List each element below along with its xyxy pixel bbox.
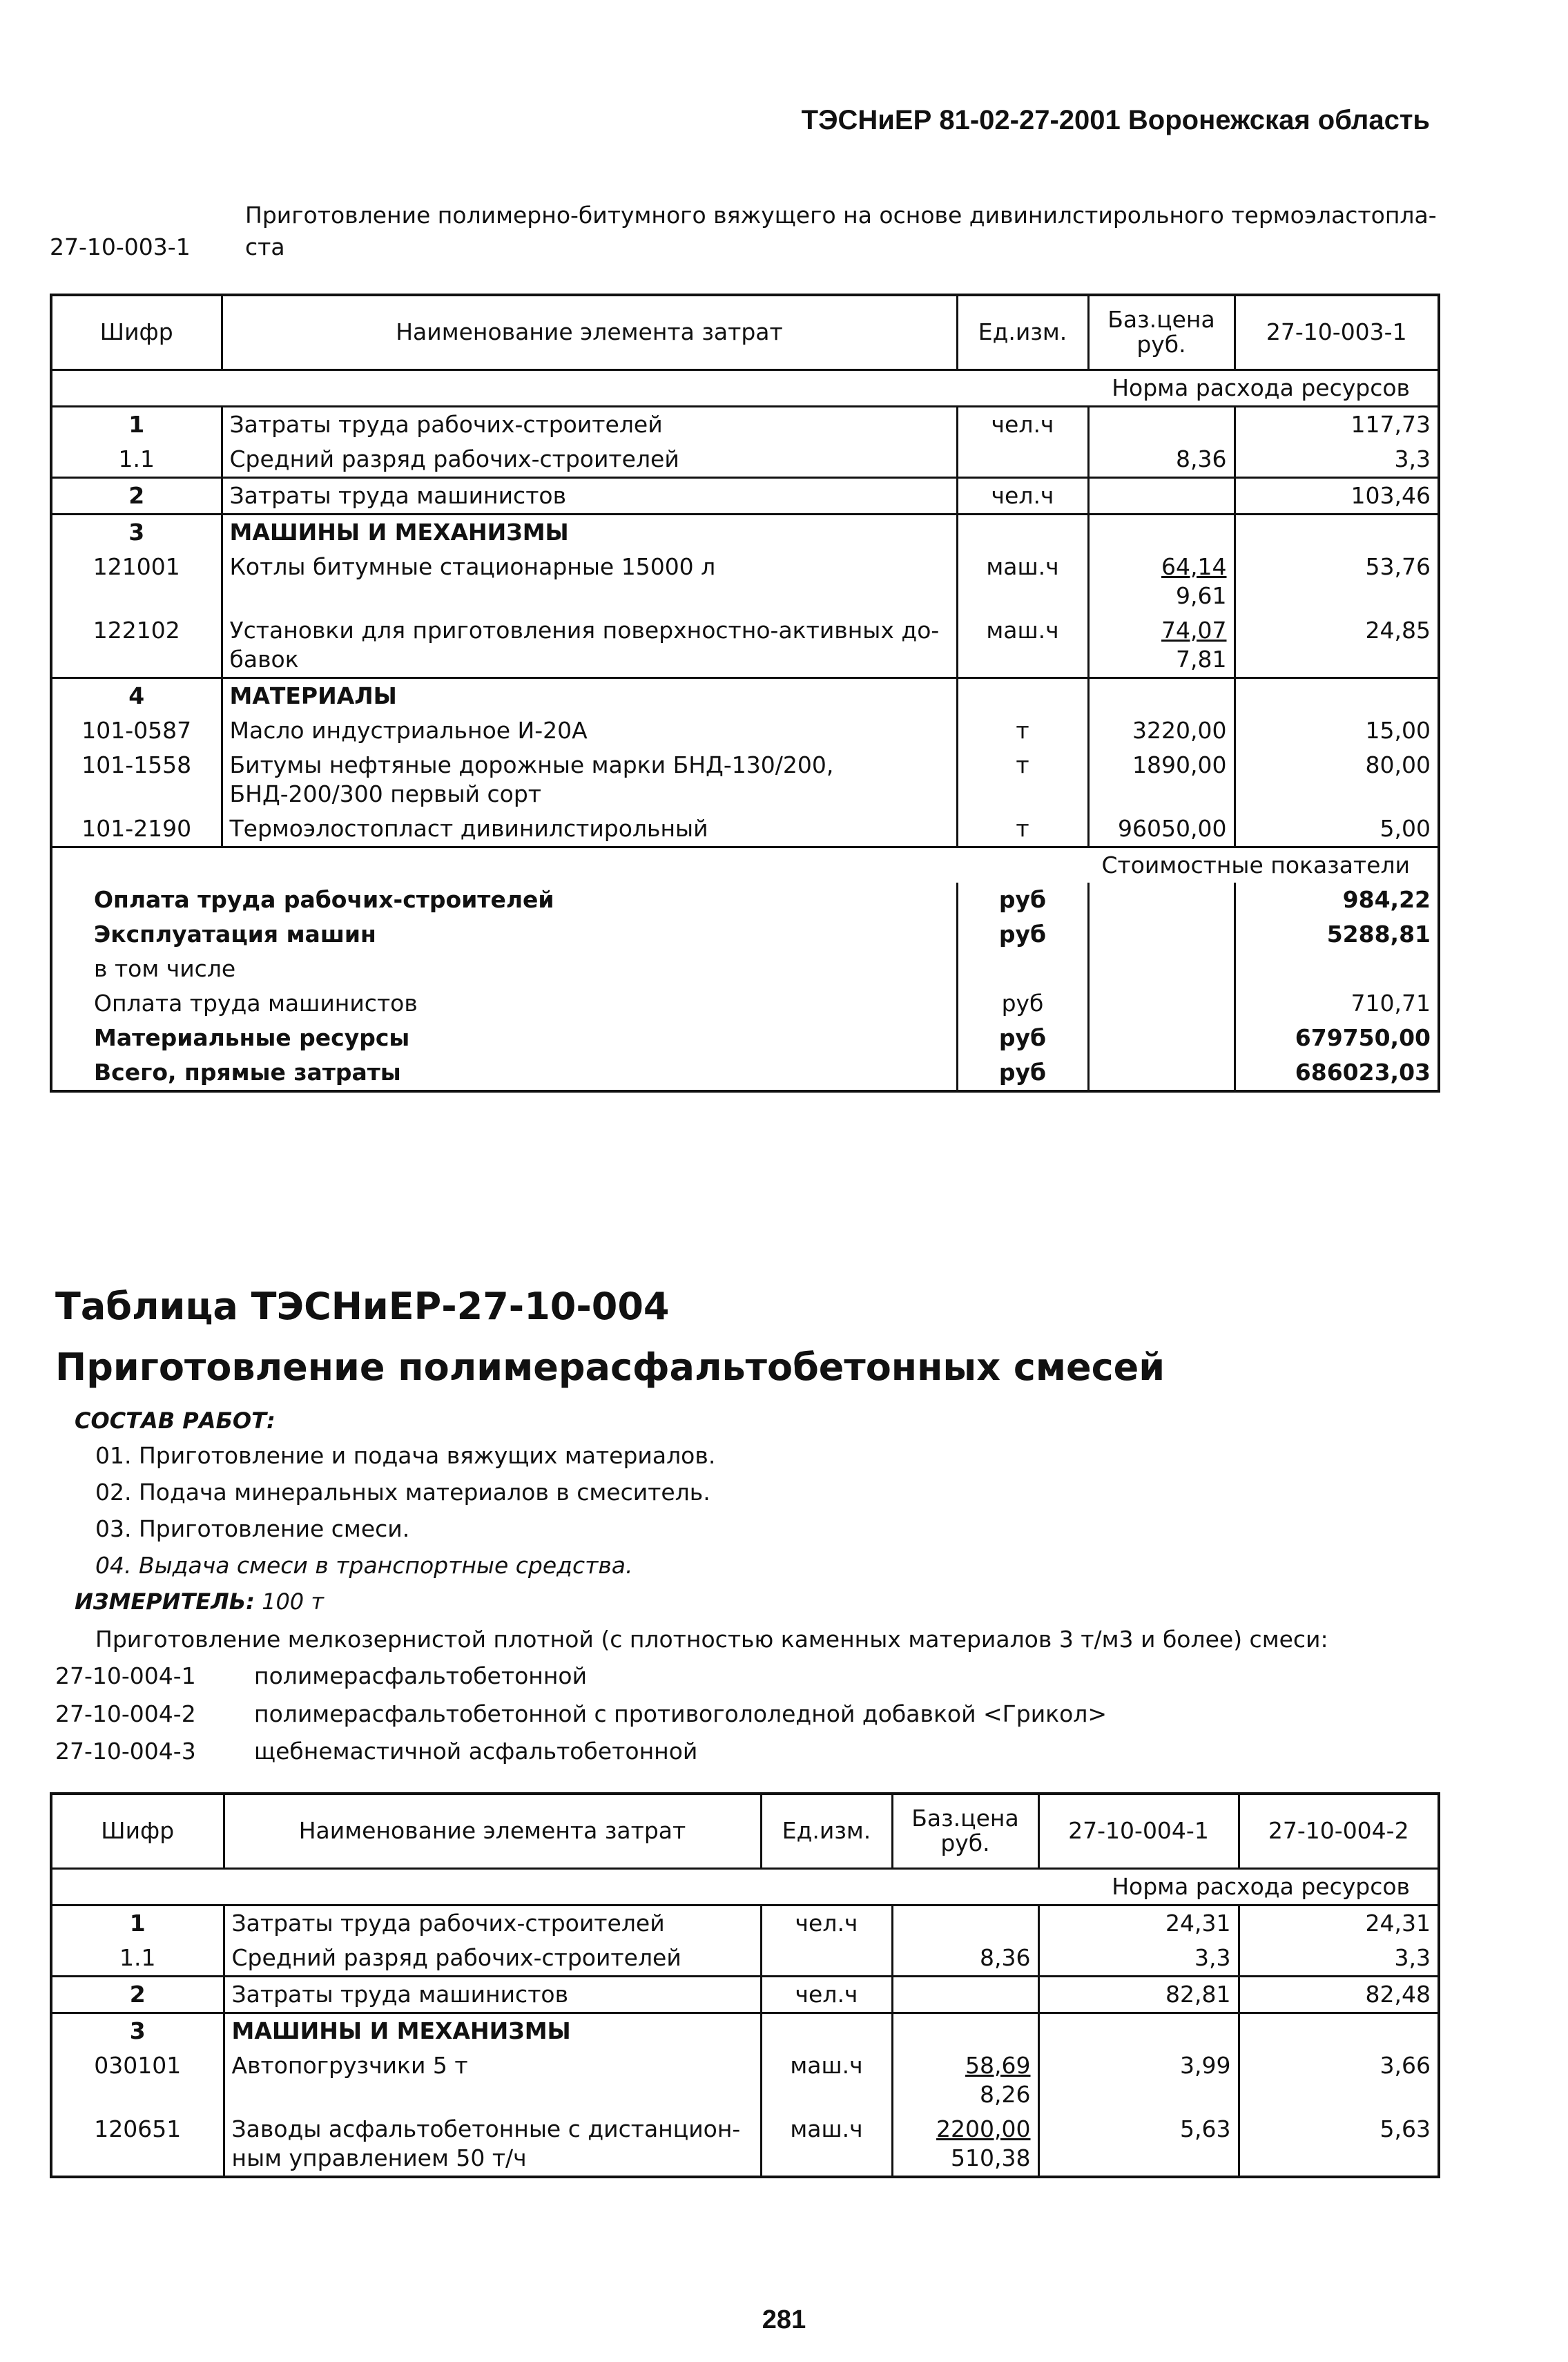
table-row (51, 514, 1439, 550)
table-title: Таблица ТЭСНиЕР-27-10-004 (55, 1285, 670, 1328)
resource-table-2 (50, 1792, 1440, 2178)
table-row (51, 713, 1439, 748)
page-header: ТЭСНиЕР 81-02-27-2001 Воронежская область (801, 105, 1430, 135)
col-price-header: Баз.цена руб. (892, 1794, 1038, 1868)
table-row (51, 1976, 1439, 2013)
table-row (51, 812, 1439, 847)
total-unit: руб (957, 883, 1088, 917)
row-name: Затраты труда рабочих-строителей (222, 406, 957, 442)
col-unit-header: Ед.изм. (957, 295, 1088, 369)
col-code-header: Шифр (101, 1817, 175, 1845)
col-norm-header: 27-10-003-1 (1235, 295, 1439, 369)
total-row (51, 1055, 1439, 1091)
row-value (1235, 514, 1439, 550)
total-value: 5288,81 (1235, 917, 1439, 952)
row-code: 2 (129, 1980, 146, 2008)
row-name: Битумы нефтяные дорожные марки БНД-130/200, БНД-200/300 первый сорт (222, 748, 957, 812)
row-code: 1 (128, 410, 145, 438)
norm-label: Норма расхода ресурсов (1112, 1872, 1410, 1900)
total-name: Оплата труда рабочих-строителей (94, 885, 554, 913)
row-unit (957, 514, 1088, 550)
table-row (51, 2013, 1439, 2048)
row-price (1088, 442, 1235, 478)
row-price (892, 1905, 1038, 1941)
row-name: МАШИНЫ И МЕХАНИЗМЫ (224, 2013, 761, 2048)
row-name: Затраты труда машинистов (222, 477, 957, 514)
table-row (51, 2112, 1439, 2177)
row-price (892, 1941, 1038, 1977)
row-value-2: 82,48 (1239, 1976, 1439, 2013)
item-code: 27-10-004-3 (55, 1738, 196, 1765)
row-value-1 (1038, 2013, 1239, 2048)
row-value: 15,00 (1235, 713, 1439, 748)
total-price (1088, 917, 1235, 952)
row-unit: чел.ч (957, 406, 1088, 442)
col-name-header: Наименование элемента затрат (224, 1794, 761, 1868)
price-machinist-value: 7,81 (1176, 645, 1227, 673)
row-price (1088, 678, 1235, 713)
row-code: 1.1 (119, 1943, 156, 1971)
row-value: 24,85 (1235, 613, 1439, 678)
row-value (1235, 678, 1439, 713)
table-row (51, 477, 1439, 514)
row-price (1088, 748, 1235, 812)
row-unit: маш.ч (957, 550, 1088, 613)
row-code: 2 (128, 481, 145, 509)
row-name: Котлы битумные стационарные 15000 л (222, 550, 957, 613)
row-name: Термоэлостопласт дивинилстирольный (222, 812, 957, 847)
row-value-1: 3,99 (1038, 2048, 1239, 2112)
section-title-line1: Приготовление полимерно-битумного вяжущего на основе дивинилстирольного термоэластопла- (245, 202, 1437, 229)
item-name: полимерасфальтобетонной с противогололедной добавкой <Грикол> (254, 1700, 1107, 1727)
col-name-header: Наименование элемента затрат (222, 295, 957, 369)
row-unit (761, 1941, 892, 1977)
work-item: 03. Приготовление смеси. (95, 1515, 410, 1542)
table-row (51, 748, 1439, 812)
row-code: 101-1558 (81, 751, 192, 778)
price-value: 3220,00 (1132, 716, 1227, 744)
work-item: 01. Приготовление и подача вяжущих материалов. (95, 1442, 716, 1469)
item-code: 27-10-004-2 (55, 1700, 196, 1727)
total-unit: руб (957, 1055, 1088, 1091)
section-code: 27-10-003-1 (50, 233, 191, 260)
total-price (1088, 1055, 1235, 1091)
table-subtitle: Приготовление полимерасфальтобетонных смесей (55, 1345, 1165, 1389)
row-value: 3,3 (1235, 442, 1439, 478)
total-unit: руб (957, 986, 1088, 1021)
total-price (1088, 952, 1235, 986)
col-unit-header: Ед.изм. (761, 1794, 892, 1868)
row-price (1088, 713, 1235, 748)
row-value-2: 3,66 (1239, 2048, 1439, 2112)
item-code: 27-10-004-1 (55, 1662, 196, 1689)
row-price (892, 2048, 1038, 2112)
total-name: Эксплуатация машин (94, 920, 376, 948)
price-value: 1890,00 (1132, 751, 1227, 778)
total-price (1088, 986, 1235, 1021)
row-price (892, 2112, 1038, 2177)
table-row (51, 442, 1439, 478)
row-name: МАШИНЫ И МЕХАНИЗМЫ (222, 514, 957, 550)
row-value-1: 3,3 (1038, 1941, 1239, 1977)
row-code: 122102 (93, 616, 180, 644)
price-value: 2200,00 (936, 2115, 1031, 2142)
price-machinist-value: 510,38 (951, 2144, 1031, 2171)
table-row (51, 678, 1439, 713)
row-price (1088, 613, 1235, 678)
total-value: 984,22 (1235, 883, 1439, 917)
row-price (892, 1976, 1038, 2013)
row-code: 1.1 (118, 445, 155, 472)
norm-label: Норма расхода ресурсов (1112, 374, 1410, 401)
row-code: 1 (129, 1909, 146, 1937)
row-unit: чел.ч (957, 477, 1088, 514)
item-name: полимерасфальтобетонной (254, 1662, 588, 1689)
row-code: 3 (128, 518, 145, 546)
table-row (51, 406, 1439, 442)
meter-line (75, 1588, 324, 1615)
price-machinist-value: 9,61 (1176, 582, 1227, 609)
row-value-2: 3,3 (1239, 1941, 1439, 1977)
work-item: 04. Выдача смеси в транспортные средства. (95, 1552, 633, 1579)
row-name: Затраты труда машинистов (224, 1976, 761, 2013)
row-unit: маш.ч (761, 2112, 892, 2177)
row-unit: маш.ч (957, 613, 1088, 678)
row-code: 101-0587 (81, 716, 192, 744)
row-value-2: 5,63 (1239, 2112, 1439, 2177)
total-row (51, 1021, 1439, 1055)
price-value: 8,36 (980, 1943, 1031, 1971)
table-row (51, 2048, 1439, 2112)
price-value: 64,14 (1161, 553, 1227, 580)
row-name: Средний разряд рабочих-строителей (224, 1941, 761, 1977)
work-item: 02. Подача минеральных материалов в смеситель. (95, 1479, 710, 1506)
total-row (51, 952, 1439, 986)
row-code: 030101 (94, 2051, 182, 2079)
row-unit: маш.ч (761, 2048, 892, 2112)
resource-table-1 (50, 294, 1440, 1093)
total-value: 686023,03 (1235, 1055, 1439, 1091)
col-code-header: Шифр (99, 318, 173, 346)
row-value: 53,76 (1235, 550, 1439, 613)
row-value: 103,46 (1235, 477, 1439, 514)
row-name: Установки для приготовления поверхностно-активных до-бавок (222, 613, 957, 678)
row-name: Автопогрузчики 5 т (224, 2048, 761, 2112)
row-name: Затраты труда рабочих-строителей (224, 1905, 761, 1941)
row-price (1088, 812, 1235, 847)
col-price-header: Баз.цена руб. (1088, 295, 1235, 369)
total-value: 710,71 (1235, 986, 1439, 1021)
row-unit: т (957, 812, 1088, 847)
row-unit: т (957, 748, 1088, 812)
row-unit: чел.ч (761, 1976, 892, 2013)
total-price (1088, 1021, 1235, 1055)
total-row (51, 917, 1439, 952)
price-value: 58,69 (965, 2051, 1031, 2079)
total-name: Всего, прямые затраты (94, 1058, 401, 1086)
total-value: 679750,00 (1235, 1021, 1439, 1055)
row-value: 117,73 (1235, 406, 1439, 442)
row-value: 80,00 (1235, 748, 1439, 812)
price-machinist-value: 8,26 (980, 2080, 1031, 2108)
row-price (892, 2013, 1038, 2048)
table-row (51, 613, 1439, 678)
total-name: Материальные ресурсы (94, 1024, 410, 1051)
row-code: 101-2190 (81, 814, 192, 842)
cost-label: Стоимостные показатели (1101, 851, 1410, 878)
row-code: 4 (128, 682, 145, 709)
row-unit (761, 2013, 892, 2048)
total-unit: руб (957, 1021, 1088, 1055)
row-price (1088, 406, 1235, 442)
table-row (51, 1905, 1439, 1941)
row-name: Масло индустриальное И-20А (222, 713, 957, 748)
page-number: 281 (762, 2305, 806, 2334)
row-name: Заводы асфальтобетонные с дистанцион-ным управлением 50 т/ч (224, 2112, 761, 2177)
row-unit (957, 678, 1088, 713)
row-price (1088, 514, 1235, 550)
price-value: 8,36 (1176, 445, 1227, 472)
col-norm2-header: 27-10-004-2 (1239, 1794, 1439, 1868)
total-unit: руб (957, 917, 1088, 952)
total-name: Оплата труда машинистов (94, 989, 418, 1017)
row-value-2 (1239, 2013, 1439, 2048)
row-code: 3 (129, 2017, 146, 2044)
works-label: СОСТАВ РАБОТ: (75, 1408, 275, 1434)
col-norm1-header: 27-10-004-1 (1038, 1794, 1239, 1868)
row-unit: чел.ч (761, 1905, 892, 1941)
item-name: щебнемастичной асфальтобетонной (254, 1738, 698, 1765)
table-row (51, 1941, 1439, 1977)
meter-value: 100 т (262, 1588, 324, 1615)
section-title-line2: ста (245, 233, 285, 260)
total-unit (957, 952, 1088, 986)
total-name: в том числе (94, 954, 236, 982)
row-code: 120651 (94, 2115, 182, 2142)
total-row (51, 883, 1439, 917)
row-name: МАТЕРИАЛЫ (222, 678, 957, 713)
mix-description: Приготовление мелкозернистой плотной (с плотностью каменных материалов 3 т/м3 и более) смеси: (95, 1626, 1328, 1653)
meter-label: ИЗМЕРИТЕЛЬ: (75, 1588, 255, 1615)
total-value (1235, 952, 1439, 986)
row-unit: т (957, 713, 1088, 748)
price-value: 74,07 (1161, 616, 1227, 644)
price-value: 96050,00 (1118, 814, 1227, 842)
row-value: 5,00 (1235, 812, 1439, 847)
row-value-1: 5,63 (1038, 2112, 1239, 2177)
row-value-1: 82,81 (1038, 1976, 1239, 2013)
total-price (1088, 883, 1235, 917)
row-code: 121001 (93, 553, 180, 580)
row-value-2: 24,31 (1239, 1905, 1439, 1941)
row-price (1088, 550, 1235, 613)
total-row (51, 986, 1439, 1021)
row-price (1088, 477, 1235, 514)
row-value-1: 24,31 (1038, 1905, 1239, 1941)
row-name: Средний разряд рабочих-строителей (222, 442, 957, 478)
row-unit (957, 442, 1088, 478)
table-row (51, 550, 1439, 613)
